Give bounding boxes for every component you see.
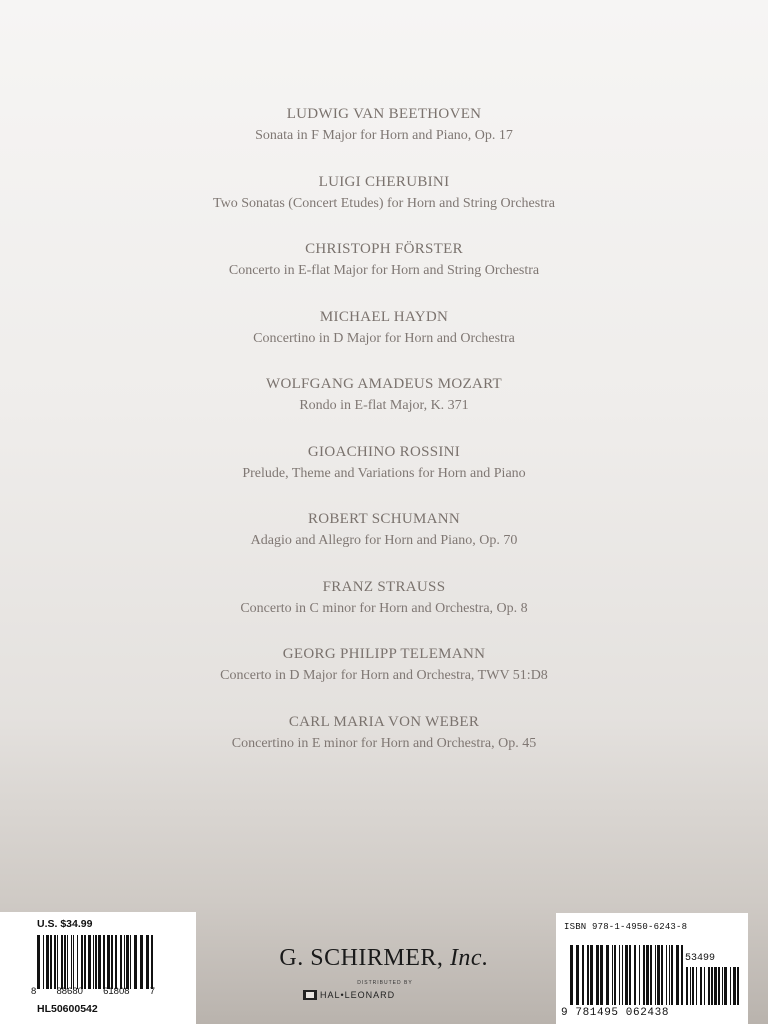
piece-title: Concertino in D Major for Horn and Orchestra (253, 330, 515, 346)
isbn-barcode-icon (570, 945, 684, 1005)
work-entry (0, 306, 768, 374)
upc-barcode-panel (0, 912, 196, 1024)
upc-digits (31, 986, 155, 997)
work-entry (0, 238, 768, 306)
addon-barcode-icon (686, 967, 740, 1005)
composer-name: CARL MARIA VON WEBER (288, 713, 480, 730)
composer-name: GEORG PHILIPP TELEMANN (282, 646, 486, 662)
piece-title: Sonata in F Major for Horn and Piano, Op. 17 (255, 128, 513, 143)
hal-leonard-logo-icon (303, 990, 317, 1000)
composer-name: ROBERT SCHUMANN (307, 511, 461, 527)
upc-digit-group: 8 (31, 986, 37, 997)
publisher-name-text: G. SCHIRMER, (279, 945, 444, 971)
work-entry (0, 171, 768, 239)
piece-title: Prelude, Theme and Variations for Horn and Piano (242, 465, 526, 481)
upc-digit-group: 61808 (103, 986, 130, 997)
price-label: U.S. $34.99 (37, 918, 93, 930)
work-entry (0, 643, 768, 711)
catalog-number: HL50600542 (37, 1003, 98, 1015)
publisher-suffix: Inc. (449, 945, 489, 971)
piece-title: Two Sonatas (Concert Etudes) for Horn and String Orchestra (213, 195, 555, 211)
composer-name: FRANZ STRAUSS (322, 578, 446, 595)
works-list (0, 103, 768, 778)
work-entry (0, 711, 768, 779)
upc-digit-group: 88680 (56, 986, 83, 997)
work-entry (0, 373, 768, 441)
upc-barcode-icon (37, 935, 155, 989)
upc-digit-group: 7 (149, 986, 155, 997)
work-entry (0, 508, 768, 576)
distributor-name: HAL•LEONARD (320, 990, 396, 1000)
piece-title: Concerto in D Major for Horn and Orchestra, TWV 51:D8 (220, 668, 548, 683)
ean-digits: 9 781495 062438 (561, 1007, 670, 1019)
isbn-barcode-panel (556, 913, 748, 1024)
distributor-logo (303, 988, 395, 1002)
work-entry (0, 441, 768, 509)
composer-name: GIOACHINO ROSSINI (307, 443, 461, 460)
piece-title: Concerto in C minor for Horn and Orchestra, Op. 8 (240, 600, 528, 616)
composer-name: CHRISTOPH FÖRSTER (305, 241, 463, 257)
composer-name: MICHAEL HAYDN (319, 308, 449, 325)
piece-title: Concerto in E-flat Major for Horn and String Orchestra (228, 263, 540, 278)
piece-title: Rondo in E-flat Major, K. 371 (299, 398, 469, 413)
distributed-by-label: DISTRIBUTED BY (357, 980, 413, 986)
composer-name: LUIGI CHERUBINI (318, 173, 450, 190)
addon-digits: 53499 (685, 953, 716, 964)
piece-title: Adagio and Allegro for Horn and Piano, Op. 70 (250, 533, 518, 548)
composer-name: LUDWIG VAN BEETHOVEN (286, 106, 482, 122)
work-entry (0, 576, 768, 644)
isbn-label: ISBN 978-1-4950-6243-8 (564, 922, 688, 932)
work-entry (0, 103, 768, 171)
publisher-name (250, 945, 518, 972)
composer-name: WOLFGANG AMADEUS MOZART (265, 376, 502, 392)
piece-title: Concertino in E minor for Horn and Orchestra, Op. 45 (231, 735, 537, 751)
